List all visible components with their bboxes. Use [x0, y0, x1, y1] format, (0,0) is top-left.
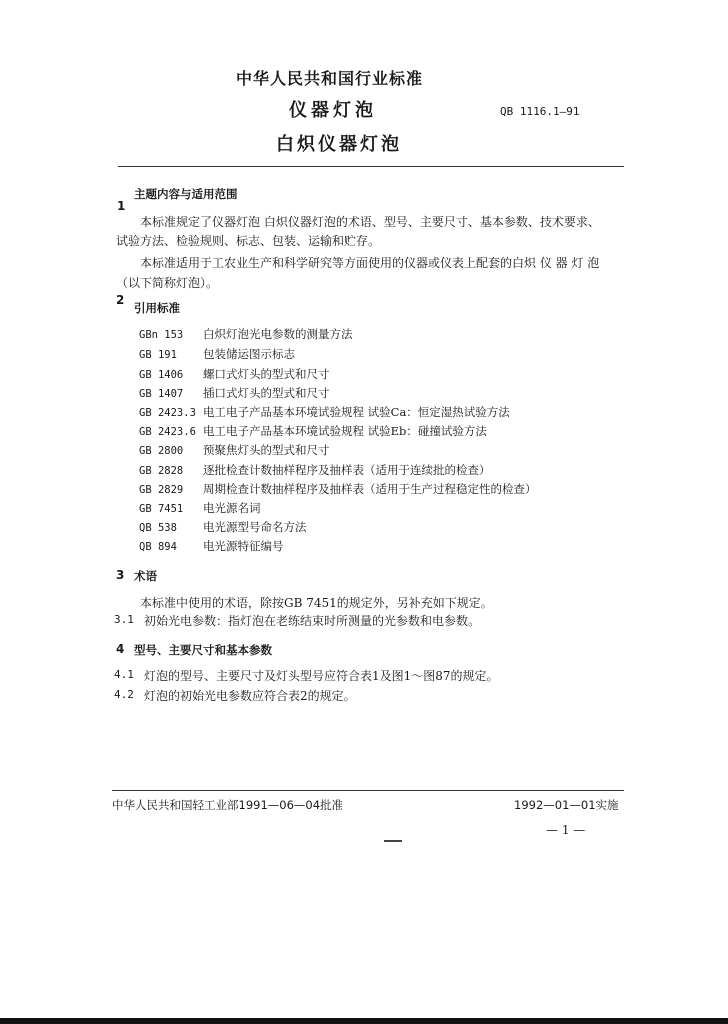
page-number: — 1 —	[546, 823, 586, 837]
section-4-number: 4	[116, 642, 125, 656]
approval-note: 中华人民共和国轻工业部1991—06—04批准	[112, 798, 344, 812]
issuing-org: 中华人民共和国行业标准	[236, 69, 424, 88]
ref-row	[139, 462, 491, 478]
scan-edge	[0, 1018, 728, 1024]
section-1-number: 1	[117, 199, 126, 213]
document-subtitle: 白炽仪器灯泡	[276, 134, 402, 155]
ref-row	[139, 538, 284, 554]
ref-code: GB 2829	[139, 484, 184, 496]
ref-row	[139, 385, 330, 401]
ref-title: 电工电子产品基本环境试验规程 试验Ca：恒定湿热试验方法	[203, 405, 510, 419]
ref-code: GB 2828	[139, 465, 184, 477]
ref-code: GB 2800	[139, 445, 184, 457]
ref-title: 螺口式灯头的型式和尺寸	[203, 367, 330, 381]
ref-code: GB 7451	[139, 503, 184, 515]
ref-title: 白炽灯泡光电参数的测量方法	[203, 327, 353, 341]
ref-row	[139, 442, 330, 458]
ref-title: 逐批检查计数抽样程序及抽样表（适用于连续批的检查）	[203, 463, 491, 477]
section-1-heading: 主题内容与适用范围	[134, 187, 238, 201]
ref-title: 电光源名词	[203, 501, 261, 515]
ref-title: 预聚焦灯头的型式和尺寸	[203, 443, 330, 457]
footer-rule	[112, 790, 624, 791]
ref-title: 电工电子产品基本环境试验规程 试验Eb：碰撞试验方法	[203, 424, 487, 438]
section-3-number: 3	[116, 568, 125, 582]
ref-row	[139, 481, 537, 497]
ref-code: GB 1406	[139, 369, 184, 381]
item-4-2-text: 灯泡的初始光电参数应符合表2的规定。	[144, 689, 356, 703]
ref-row	[139, 326, 353, 342]
section-2-heading: 引用标准	[134, 301, 180, 315]
item-3-1-text: 初始光电参数：指灯泡在老练结束时所测量的光参数和电参数。	[144, 614, 481, 628]
ref-row	[139, 519, 307, 535]
ref-title: 电光源特征编号	[203, 539, 284, 553]
ref-title: 电光源型号命名方法	[203, 520, 307, 534]
standard-code: QB 1116.1—91	[500, 105, 580, 118]
header-rule	[118, 166, 624, 167]
section-1-para1-line2: 试验方法、检验规则、标志、包装、运输和贮存。	[116, 234, 381, 248]
effective-date: 1992—01—01实施	[514, 798, 619, 812]
item-3-1-number: 3.1	[114, 613, 134, 626]
item-4-2-number: 4.2	[114, 688, 134, 701]
section-4-heading: 型号、主要尺寸和基本参数	[134, 643, 272, 657]
ref-row	[139, 500, 261, 516]
ref-row	[139, 404, 510, 420]
scan-mark	[384, 840, 402, 842]
section-2-number: 2	[116, 293, 125, 307]
item-4-1-number: 4.1	[114, 668, 134, 681]
ref-row	[139, 346, 295, 362]
section-3-heading: 术语	[134, 569, 157, 583]
ref-code: GB 1407	[139, 388, 184, 400]
section-1-para2-line2: （以下简称灯泡）。	[116, 276, 219, 290]
ref-code: GB 2423.3	[139, 407, 196, 419]
ref-title: 周期检查计数抽样程序及抽样表（适用于生产过程稳定性的检查）	[203, 482, 537, 496]
ref-title: 包装储运图示标志	[203, 347, 295, 361]
ref-code: QB 538	[139, 522, 177, 534]
ref-code: QB 894	[139, 541, 177, 553]
section-3-paragraph: 本标准中使用的术语，除按GB 7451的规定外，另补充如下规定。	[140, 596, 493, 610]
section-1-para1-line1: 本标准规定了仪器灯泡 白炽仪器灯泡的术语、型号、主要尺寸、基本参数、技术要求、	[140, 215, 600, 229]
ref-code: GBn 153	[139, 329, 184, 341]
document-title: 仪器灯泡	[289, 100, 377, 121]
ref-row	[139, 423, 487, 439]
ref-code: GB 2423.6	[139, 426, 196, 438]
ref-title: 插口式灯头的型式和尺寸	[203, 386, 330, 400]
ref-code: GB 191	[139, 349, 177, 361]
ref-row	[139, 366, 330, 382]
item-4-1-text: 灯泡的型号、主要尺寸及灯头型号应符合表1及图1～图87的规定。	[144, 669, 499, 683]
section-1-para2-line1: 本标准适用于工农业生产和科学研究等方面使用的仪器或仪表上配套的白炽 仪 器 灯 泡	[140, 256, 600, 270]
